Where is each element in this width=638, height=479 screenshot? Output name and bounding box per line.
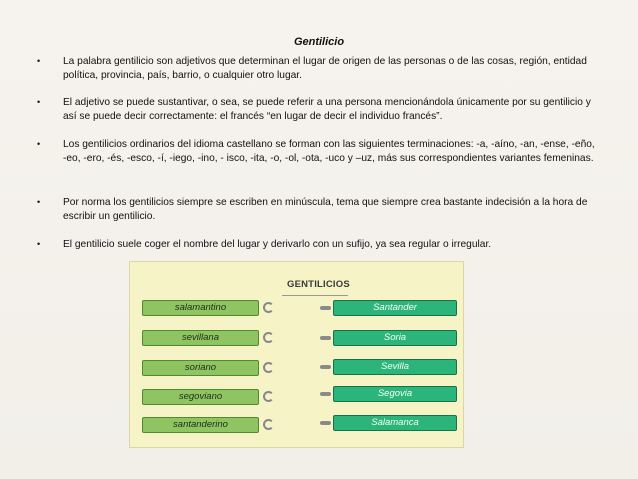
gentilicios-matching-panel [129,261,464,448]
list-item [36,238,491,252]
right-item-soria[interactable]: Soria [333,330,457,346]
bullet-text: El gentilicio suele coger el nombre del lugar y derivarlo con un sufijo, ya sea regular o irregular. [63,239,492,250]
list-item [36,55,596,82]
right-item-sevilla[interactable]: Sevilla [333,359,457,375]
bullet-icon: • [37,197,41,207]
left-item-segoviano[interactable]: segoviano [142,389,259,405]
bullet-text: La palabra gentilicio son adjetivos que determinan el lugar de origen de las personas o de las cosas, región, entidad política, provincia, país, barrio, o cualquier otro lugar. [63,56,587,81]
right-item-segovia[interactable]: Segovia [333,386,457,402]
connector-plug-icon[interactable] [320,392,331,396]
connector-plug-icon[interactable] [320,421,331,425]
left-item-soriano[interactable]: soriano [142,360,259,376]
connector-hook-icon[interactable] [263,362,274,373]
connector-hook-icon[interactable] [263,391,274,402]
bullet-text: Los gentilicios ordinarios del idioma castellano se forman con las siguientes terminaciones: -a, -aíno, -an, -ense, -eño, -eo, -ero, -és, -esco, -í, -iego, -ino, - isco, -ita, -o, -ol, -ota, -uco y –uz, más sus correspondientes variantes femeninas. [63,139,595,164]
connector-plug-icon[interactable] [320,336,331,340]
connector-plug-icon[interactable] [320,365,331,369]
bullet-text: Por norma los gentilicios siempre se escriben en minúscula, tema que siempre crea bastante indecisión a la hora de escribir un gentilicio. [63,197,588,222]
connector-hook-icon[interactable] [263,302,274,313]
list-item [36,96,596,123]
connector-hook-icon[interactable] [263,419,274,430]
bullet-icon: • [37,239,41,249]
bullet-icon: • [37,97,41,107]
bullet-icon: • [37,56,41,66]
title-underline [282,295,348,296]
list-item [36,196,596,223]
bullet-icon: • [37,139,41,149]
left-item-santanderino[interactable]: santanderino [142,417,259,433]
connector-plug-icon[interactable] [320,306,331,310]
left-item-salamantino[interactable]: salamantino [142,300,259,316]
right-item-salamanca[interactable]: Salamanca [333,415,457,431]
bullet-text: El adjetivo se puede sustantivar, o sea, se puede referir a una persona mencionándola únicamente por su gentilicio y así se puede decir correctamente: el francés “en lugar de decir el individuo francés”. [63,97,591,122]
connector-hook-icon[interactable] [263,332,274,343]
page-title: Gentilicio [293,36,345,48]
matching-panel-title: GENTILICIOS [287,279,350,290]
left-item-sevillana[interactable]: sevillana [142,330,259,346]
list-item [36,138,596,165]
right-item-santander[interactable]: Santander [333,300,457,316]
